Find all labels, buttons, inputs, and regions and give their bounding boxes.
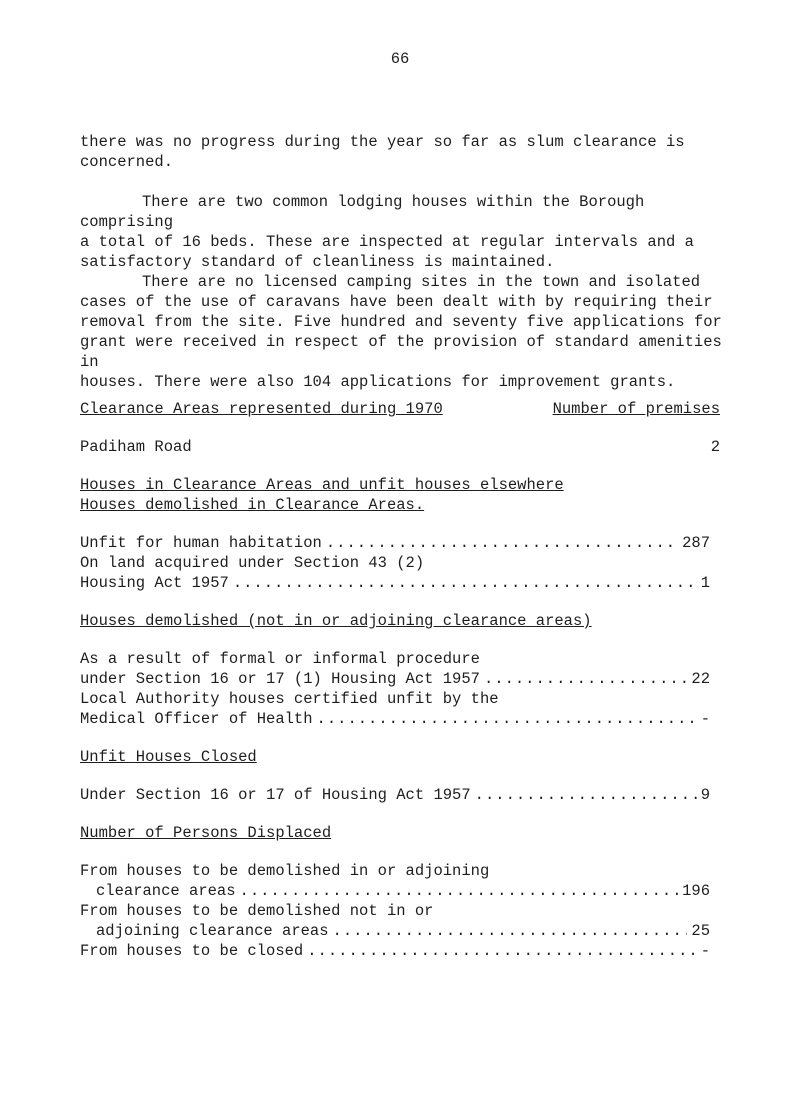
paragraph-line: grant were received in respect of the provision of standard amenities in	[80, 333, 722, 371]
houses-in-clearance-heading: Houses in Clearance Areas and unfit houses elsewhere	[80, 476, 564, 494]
paragraph-line: concerned.	[80, 153, 174, 171]
row-label: clearance areas	[96, 882, 236, 900]
row-value: -	[700, 710, 710, 728]
displaced-line: From houses to be demolished in or adjoining	[80, 862, 490, 880]
paragraph-line: a total of 16 beds. These are inspected at regular intervals and a	[80, 233, 694, 251]
houses-demolished-heading: Houses demolished in Clearance Areas.	[80, 496, 425, 514]
paragraph-lodging-houses	[80, 192, 730, 272]
clearance-area-value: 2	[710, 438, 720, 456]
table-row	[80, 940, 710, 962]
row-label: On land acquired under Section 43 (2)	[80, 554, 425, 572]
clearance-area-name: Padiham Road	[80, 438, 192, 456]
paragraph-line: there was no progress during the year so far as slum clearance is	[80, 133, 685, 151]
row-label: From houses to be closed	[80, 942, 304, 960]
table-row	[80, 668, 710, 690]
table-row	[96, 880, 710, 902]
leader-dots	[333, 920, 688, 942]
leader-dots	[484, 668, 687, 690]
row-label: under Section 16 or 17 (1) Housing Act 1957	[80, 670, 480, 688]
clearance-areas-heading: Clearance Areas represented during 1970	[80, 400, 443, 418]
row-label: Under Section 16 or 17 of Housing Act 1957	[80, 786, 471, 804]
demolished-not-in-heading: Houses demolished (not in or adjoining clearance areas)	[80, 612, 592, 630]
table-row	[96, 920, 710, 942]
leader-dots	[240, 880, 679, 902]
certified-unfit-line: Local Authority houses certified unfit by the	[80, 690, 499, 708]
leader-dots	[307, 940, 696, 962]
procedure-line: As a result of formal or informal procedure	[80, 650, 480, 668]
leader-dots	[317, 708, 697, 730]
paragraph-line: removal from the site. Five hundred and seventy five applications for	[80, 313, 722, 331]
leader-dots	[326, 532, 678, 554]
paragraph-line: houses. There were also 104 applications for improvement grants.	[80, 373, 676, 391]
row-value: 287	[682, 534, 710, 552]
row-label: adjoining clearance areas	[96, 922, 329, 940]
paragraph-line: There are two common lodging houses within the Borough comprising	[80, 193, 645, 231]
table-row	[80, 784, 710, 806]
row-label: Unfit for human habitation	[80, 534, 322, 552]
row-value: 1	[700, 574, 710, 592]
row-value: 25	[691, 922, 710, 940]
row-label: Medical Officer of Health	[80, 710, 313, 728]
row-value: 196	[682, 882, 710, 900]
paragraph-slum-clearance	[80, 132, 730, 172]
table-row	[80, 532, 710, 554]
paragraph-line: cases of the use of caravans have been dealt with by requiring their	[80, 293, 713, 311]
leader-dots	[475, 784, 697, 806]
leader-dots	[233, 572, 697, 594]
persons-displaced-heading: Number of Persons Displaced	[80, 824, 332, 842]
page-number: 66	[390, 50, 410, 68]
row-value: -	[700, 942, 710, 960]
row-value: 22	[691, 670, 710, 688]
paragraph-camping-sites	[80, 272, 730, 392]
row-label: Housing Act 1957	[80, 574, 229, 592]
paragraph-line: satisfactory standard of cleanliness is maintained.	[80, 253, 555, 271]
row-value: 9	[700, 786, 710, 804]
displaced-line: From houses to be demolished not in or	[80, 902, 434, 920]
unfit-houses-closed-heading: Unfit Houses Closed	[80, 748, 257, 766]
number-of-premises-heading: Number of premises	[552, 400, 720, 418]
table-row	[80, 572, 710, 594]
paragraph-line: There are no licensed camping sites in the town and isolated	[142, 273, 701, 291]
table-row	[80, 708, 710, 730]
